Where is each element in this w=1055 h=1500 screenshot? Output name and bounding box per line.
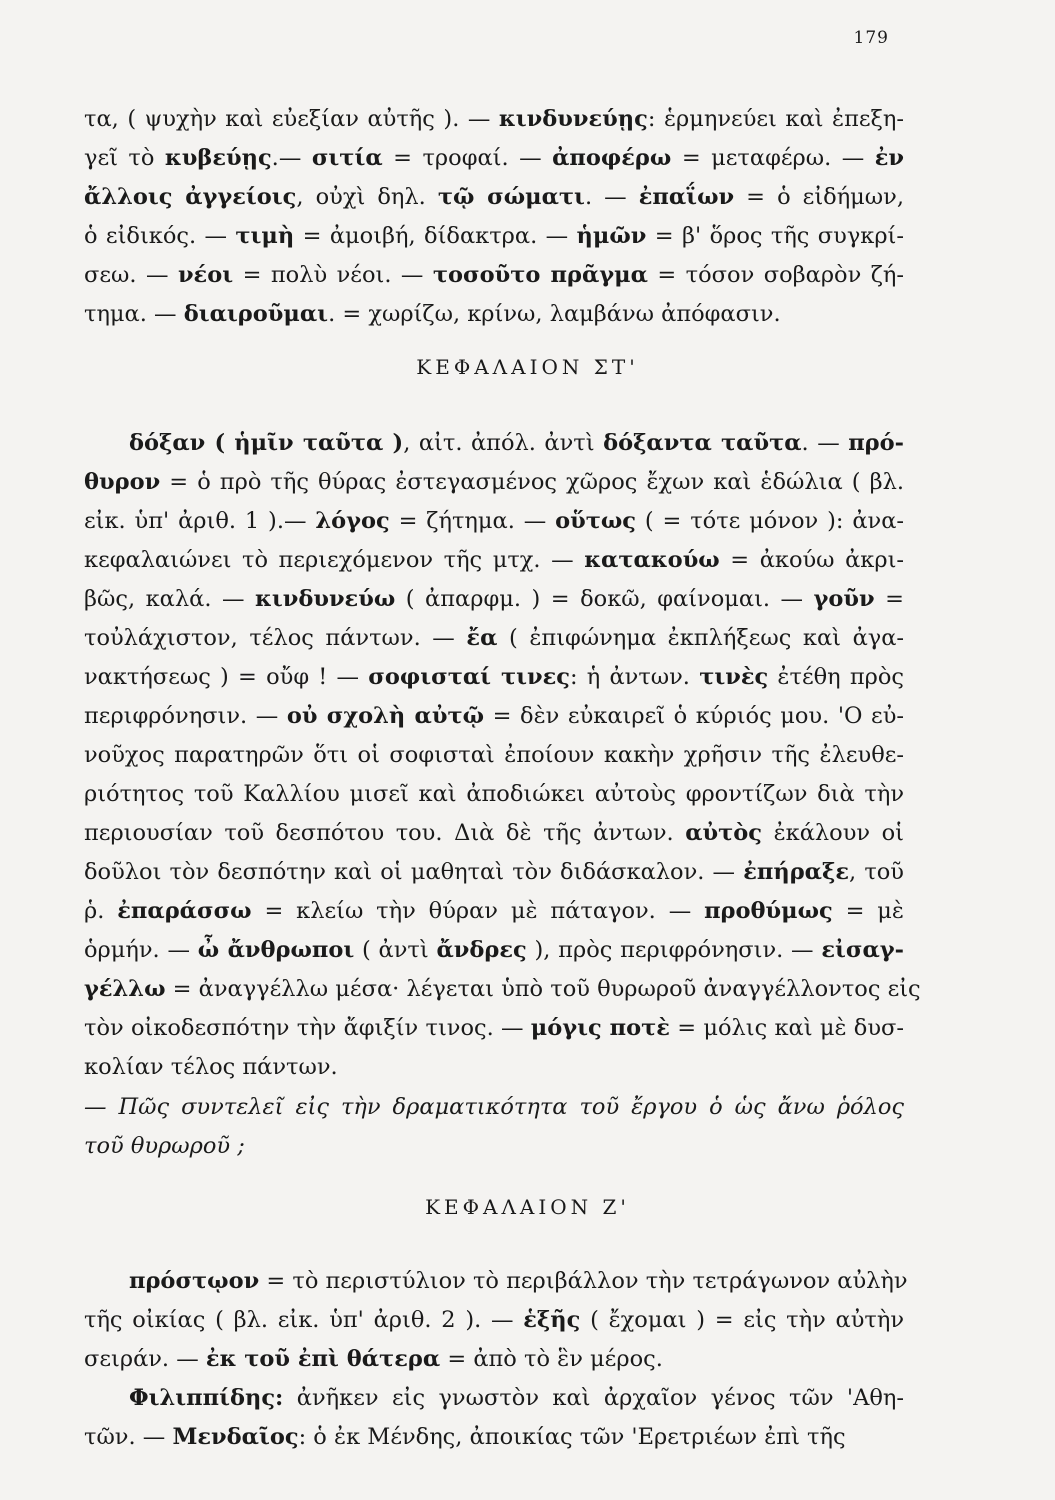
gloss-text: ἀνῆκεν εἰς γνωστὸν καὶ ἀρχαῖον γένος τῶν 'Αθη- — [283, 1385, 904, 1411]
text-line — [84, 1379, 904, 1418]
text-line — [84, 256, 904, 295]
text-line — [84, 295, 904, 334]
lemma-term: Φιλιππίδης: — [129, 1385, 284, 1411]
lemma-term: σοφισταί τινες — [368, 664, 570, 690]
gloss-text — [84, 1268, 129, 1294]
gloss-text: = δὲν εὐκαιρεῖ ὁ κύριός μου. 'Ο εὐ- — [484, 703, 904, 729]
gloss-text: = β' ὅρος τῆς συγκρί- — [646, 223, 904, 249]
gloss-text: = ζήτημα. — — [389, 508, 556, 534]
text-line — [84, 1009, 904, 1048]
lemma-term: ἐν — [874, 145, 904, 171]
lemma-term: οὐ σχολὴ αὐτῷ — [286, 703, 485, 729]
gloss-text: εἰκ. ὑπ' ἀριθ. 1 ).— — [84, 508, 316, 534]
gloss-text: = ἀκούω ἀκρι- — [719, 547, 904, 573]
gloss-text: : ἡ ἀντων. — [569, 664, 700, 690]
lemma-term: κινδυνεύω — [254, 586, 396, 612]
gloss-text: βῶς, καλά. — — [84, 586, 255, 612]
gloss-text: ), πρὸς περιφρόνησιν. — — [526, 937, 822, 963]
gloss-text: τα, ( ψυχὴν καὶ εὐεξίαν αὐτῆς ). — — [84, 106, 499, 132]
gloss-text: ( ἔχομαι ) = εἰς τὴν αὐτὴν — [580, 1307, 905, 1333]
lemma-term: κινδυνεύῃς — [498, 106, 648, 132]
gloss-text: ( = τότε μόνον ): ἀνα- — [635, 508, 904, 534]
gloss-text: = ὁ πρὸ τῆς θύρας ἐστεγασμένος χῶρος ἔχων καὶ ἑδώλια ( βλ. — [160, 469, 904, 495]
gloss-text: : ὁ ἐκ Μένδης, ἀποικίας τῶν 'Ερετριέων ἐπὶ τῆς — [298, 1424, 846, 1450]
text-line — [84, 1048, 904, 1087]
lemma-term: ἄλλοις ἀγγείοις — [84, 184, 297, 210]
lemma-term: νέοι — [177, 262, 234, 288]
lemma-term: αὐτὸς — [685, 820, 763, 846]
lemma-term: ἐπαράσσω — [117, 898, 252, 924]
lemma-term: ἑξῆς — [523, 1307, 581, 1333]
gloss-text: σειράν. — — [84, 1346, 206, 1372]
gloss-text: τῶν. — — [84, 1424, 173, 1450]
glossary-block-1 — [84, 100, 904, 334]
study-question — [84, 1088, 904, 1166]
lemma-term: ἐκ τοῦ ἐπὶ θάτερα — [205, 1346, 441, 1372]
question-line-1: — Πῶς συντελεῖ εἰς τὴν δραματικότητα τοῦ ἔργου ὁ ὡς ἄνω ῥόλος — [84, 1094, 904, 1120]
gloss-text: ἐτέθη πρὸς — [768, 664, 905, 690]
text-line — [84, 736, 904, 775]
text-line — [84, 502, 904, 541]
gloss-text: = τὸ περιστύλιον τὸ περιβάλλον τὴν τετράγωνον αὐλὴν — [259, 1268, 908, 1294]
lemma-term: εἰσαγ- — [821, 937, 904, 963]
lemma-term: ἀποφέρω — [552, 145, 672, 171]
lemma-term: Μενδαῖος — [172, 1424, 299, 1450]
lemma-term: θυρον — [84, 469, 161, 495]
gloss-text: κολίαν τέλος πάντων. — [84, 1054, 338, 1080]
text-line — [84, 541, 904, 580]
gloss-text: περιφρόνησιν. — — [84, 703, 287, 729]
lemma-term: δόξαν ( ἡμῖν ταῦτα ) — [129, 430, 404, 456]
lemma-term: τινὲς — [699, 664, 769, 690]
lemma-term: δόξαντα ταῦτα — [603, 430, 802, 456]
lemma-term: πρόστῳον — [129, 1268, 260, 1294]
gloss-text: γεῖ τὸ — [84, 145, 165, 171]
text-line — [84, 139, 904, 178]
gloss-text: τημα. — — [84, 301, 184, 327]
chapter-heading-6: ΚΕΦΑΛΑΙΟΝ ΣΤ' — [416, 355, 639, 379]
lemma-term: κατακούω — [584, 547, 720, 573]
gloss-text: = ὁ εἰδήμων, — [734, 184, 904, 210]
lemma-term: κυβεύῃς — [164, 145, 272, 171]
gloss-text — [84, 1385, 129, 1411]
gloss-text: . = χωρίζω, κρίνω, λαμβάνω ἀπόφασιν. — [328, 301, 781, 327]
lemma-term: τῷ σώματι — [437, 184, 585, 210]
text-line — [84, 697, 904, 736]
text-line — [84, 775, 904, 814]
gloss-text: .— — [271, 145, 312, 171]
gloss-text: τοὐλάχιστον, τέλος πάντων. — — [84, 625, 467, 651]
text-line — [84, 178, 904, 217]
gloss-text: ( ἀπαρφμ. ) = δοκῶ, φαίνομαι. — — [395, 586, 814, 612]
text-line — [84, 217, 904, 256]
gloss-text: ὁρμήν. — — [84, 937, 198, 963]
text-line — [84, 814, 904, 853]
lemma-term: σιτία — [311, 145, 383, 171]
lemma-term: μόγις ποτὲ — [530, 1015, 670, 1041]
lemma-term: ἐπήραξε — [743, 859, 850, 885]
lemma-term: ὦ ἄνθρωποι — [197, 937, 355, 963]
gloss-text: κεφαλαιώνει τὸ περιεχόμενον τῆς μτχ. — — [84, 547, 585, 573]
page-number: 179 — [853, 28, 889, 48]
lemma-term: προθύμως — [704, 898, 833, 924]
gloss-text: = — [874, 586, 904, 612]
gloss-text: . — — [801, 430, 849, 456]
text-line — [84, 619, 904, 658]
gloss-text: , αἰτ. ἀπόλ. ἀντὶ — [403, 430, 604, 456]
gloss-text: ( ἐπιφώνημα ἐκπλήξεως καὶ ἀγα- — [497, 625, 905, 651]
text-line — [84, 931, 904, 970]
gloss-text: = μεταφέρω. — — [671, 145, 875, 171]
gloss-text: τὸν οἰκοδεσπότην τὴν ἄφιξίν τινος. — — [84, 1015, 531, 1041]
gloss-text: = μόλις καὶ μὲ δυσ- — [669, 1015, 904, 1041]
gloss-text: νοῦχος παρατηρῶν ὅτι οἱ σοφισταὶ ἐποίουν κακὴν χρῆσιν τῆς ἐλευθε- — [84, 742, 904, 768]
text-line — [84, 892, 904, 931]
gloss-text: ριότητος τοῦ Καλλίου μισεῖ καὶ ἀποδιώκει αὐτοὺς φροντίζων διὰ τὴν — [84, 781, 904, 807]
text-line — [84, 1340, 904, 1379]
gloss-text: = τόσον σοβαρὸν ζή- — [647, 262, 905, 288]
text-line — [84, 100, 904, 139]
lemma-term: τιμὴ — [235, 223, 295, 249]
text-line — [84, 1262, 908, 1301]
gloss-text: περιουσίαν τοῦ δεσπότου του. Διὰ δὲ τῆς ἀντων. — [84, 820, 686, 846]
gloss-text: = ἀπὸ τὸ ἓν μέρος. — [440, 1346, 663, 1372]
lemma-term: ἄνδρες — [436, 937, 527, 963]
lemma-term: διαιροῦμαι — [183, 301, 329, 327]
lemma-term: λόγος — [315, 508, 390, 534]
text-line — [84, 580, 904, 619]
gloss-text: = κλείω τὴν θύραν μὲ πάταγον. — — [251, 898, 705, 924]
gloss-text: = ἀμοιβή, δίδακτρα. — — [294, 223, 577, 249]
gloss-text: = ἀναγγέλλω μέσα· λέγεται ὑπὸ τοῦ θυρωροῦ ἀναγγέλλοντος εἰς — [165, 976, 921, 1002]
lemma-term: ἐπαΐων — [638, 184, 735, 210]
lemma-term: πρό- — [848, 430, 904, 456]
glossary-block-3 — [84, 1262, 908, 1457]
gloss-text: = μὲ — [832, 898, 904, 924]
gloss-text: = πολὺ νέοι. — — [233, 262, 433, 288]
gloss-text: . — — [584, 184, 639, 210]
chapter-heading-7: ΚΕΦΑΛΑΙΟΝ Ζ' — [425, 1195, 630, 1219]
text-line — [84, 970, 921, 1009]
question-line-2: τοῦ θυρωροῦ ; — [84, 1133, 245, 1159]
text-line — [84, 424, 904, 463]
gloss-text: ὁ εἰδικός. — — [84, 223, 236, 249]
text-line — [84, 658, 904, 697]
gloss-text: νακτήσεως ) = οὔφ ! — — [84, 664, 369, 690]
lemma-term: ἔα — [466, 625, 498, 651]
lemma-term: τοσοῦτο πρᾶγμα — [432, 262, 648, 288]
gloss-text: ἐκάλουν οἱ — [762, 820, 904, 846]
gloss-text: , οὐχὶ δηλ. — [296, 184, 438, 210]
gloss-text: , τοῦ — [849, 859, 904, 885]
text-line — [84, 853, 904, 892]
text-line — [84, 463, 904, 502]
gloss-text — [84, 430, 129, 456]
lemma-term: ἡμῶν — [576, 223, 647, 249]
gloss-text: ῥ. — [84, 898, 118, 924]
gloss-text: σεω. — — [84, 262, 178, 288]
text-line — [84, 1418, 904, 1457]
gloss-text: = τροφαί. — — [382, 145, 553, 171]
gloss-text: τῆς οἰκίας ( βλ. εἰκ. ὑπ' ἀριθ. 2 ). — — [84, 1307, 524, 1333]
glossary-block-2 — [84, 424, 921, 1087]
text-line — [84, 1301, 904, 1340]
lemma-term: γοῦν — [813, 586, 875, 612]
lemma-term: γέλλω — [84, 976, 166, 1002]
gloss-text: δοῦλοι τὸν δεσπότην καὶ οἱ μαθηταὶ τὸν διδάσκαλον. — — [84, 859, 744, 885]
lemma-term: οὕτως — [555, 508, 636, 534]
gloss-text: ( ἀντὶ — [354, 937, 437, 963]
gloss-text: : ἑρμηνεύει καὶ ἐπεξη- — [647, 106, 904, 132]
